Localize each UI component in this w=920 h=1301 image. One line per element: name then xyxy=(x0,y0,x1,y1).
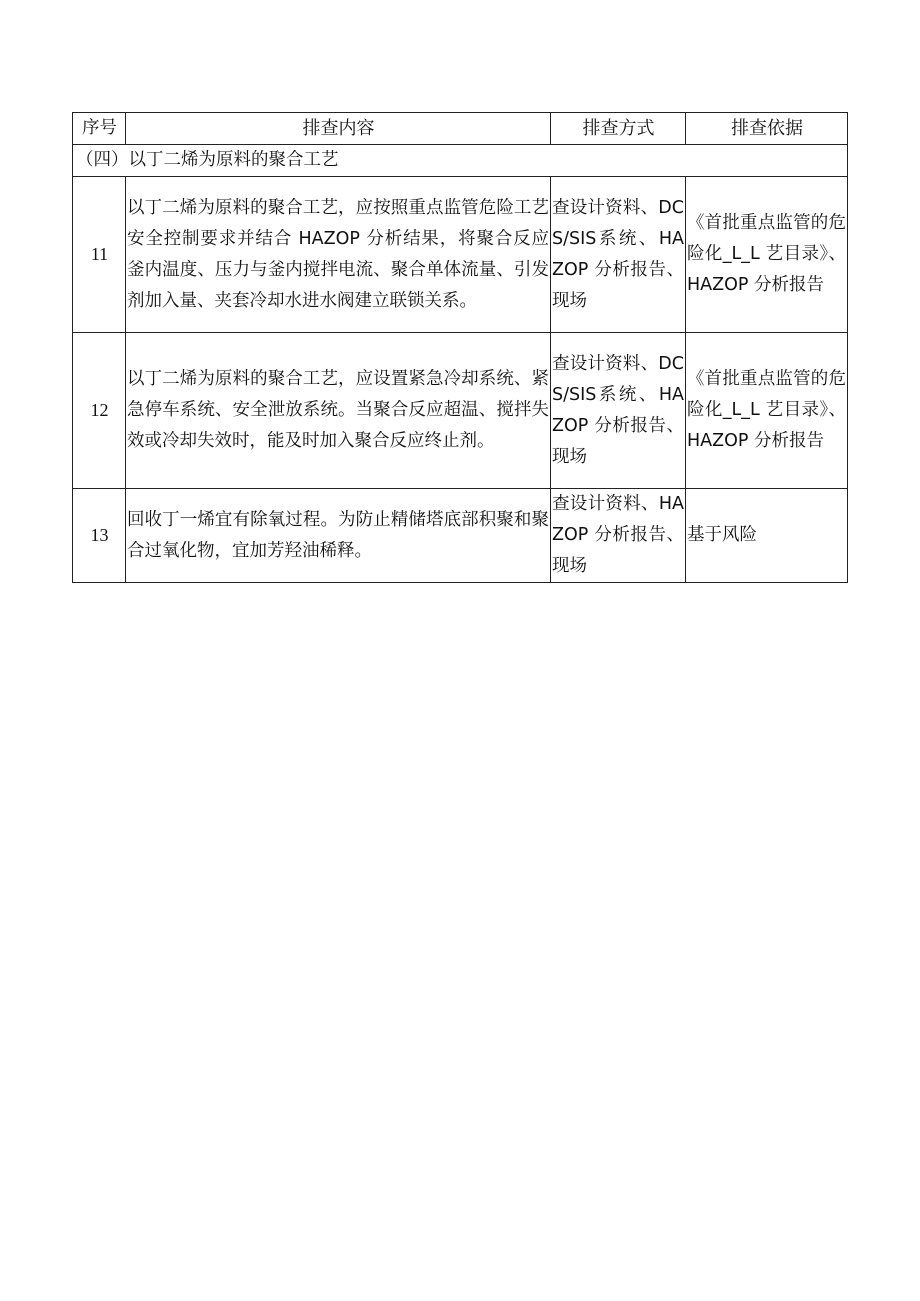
row-inspection-method: 查设计资料、DCS/SIS系统、HAZOP 分析报告、现场 xyxy=(551,177,686,333)
header-inspection-basis: 排查依据 xyxy=(686,113,848,145)
row-inspection-method: 查设计资料、DCS/SIS系统、HAZOP 分析报告、现场 xyxy=(551,333,686,489)
row-inspection-content: 以丁二烯为原料的聚合工艺，应设置紧急冷却系统、紧急停车系统、安全泄放系统。当聚合反应超温、搅拌失效或冷却失效时，能及时加入聚合反应终止剂。 xyxy=(126,333,551,489)
table-row xyxy=(73,489,848,583)
document-page xyxy=(72,112,847,583)
row-inspection-method: 查设计资料、HAZOP 分析报告、现场 xyxy=(551,489,686,583)
row-inspection-basis: 《首批重点监管的危险化_L_L 艺目录》、HAZOP 分析报告 xyxy=(686,333,848,489)
row-inspection-content: 以丁二烯为原料的聚合工艺，应按照重点监管危险工艺安全控制要求并结合 HAZOP 分析结果，将聚合反应釜内温度、压力与釜内搅拌电流、聚合单体流量、引发剂加入量、夹套冷却水进水阀建立联锁关系。 xyxy=(126,177,551,333)
header-inspection-content: 排查内容 xyxy=(126,113,551,145)
row-serial-number: 11 xyxy=(73,177,126,333)
row-inspection-basis: 《首批重点监管的危险化_L_L 艺目录》、HAZOP 分析报告 xyxy=(686,177,848,333)
table-row xyxy=(73,333,848,489)
header-serial-number: 序号 xyxy=(73,113,126,145)
table-header-row xyxy=(73,113,848,145)
row-serial-number: 13 xyxy=(73,489,126,583)
section-row xyxy=(73,145,848,177)
row-inspection-content: 回收丁一烯宜有除氧过程。为防止精储塔底部积聚和聚合过氧化物，宜加芳羟油稀释。 xyxy=(126,489,551,583)
table-row xyxy=(73,177,848,333)
inspection-table xyxy=(72,112,848,583)
header-inspection-method: 排查方式 xyxy=(551,113,686,145)
row-inspection-basis: 基于风险 xyxy=(686,489,848,583)
row-serial-number: 12 xyxy=(73,333,126,489)
section-title: （四）以丁二烯为原料的聚合工艺 xyxy=(73,145,848,177)
